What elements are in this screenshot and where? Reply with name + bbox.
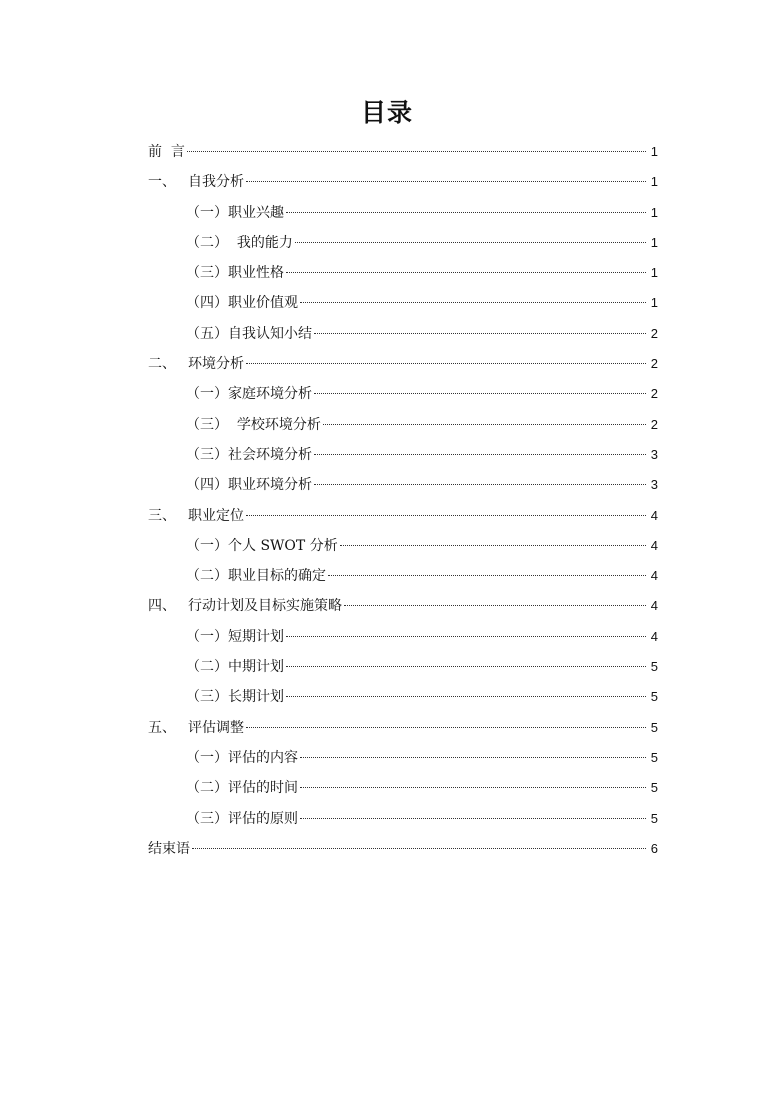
toc-entry-text: 评估的内容	[228, 749, 298, 766]
toc-entry-text: 环境分析	[188, 356, 244, 373]
toc-page-number: 6	[650, 840, 658, 856]
toc-entry[interactable]	[148, 379, 658, 409]
toc-entry-text: 评估的原则	[228, 810, 298, 827]
toc-entry-number: 三、	[148, 507, 176, 524]
toc-entry[interactable]	[148, 288, 658, 318]
toc-entry-number: （一）	[186, 749, 228, 766]
toc-entry[interactable]	[148, 682, 658, 712]
toc-entry-text: 长期计划	[228, 689, 284, 706]
toc-page-number: 4	[650, 628, 658, 644]
toc-page-number: 1	[650, 234, 658, 250]
toc-entry-number: （三）	[186, 446, 228, 463]
toc-dot-leader	[300, 818, 646, 819]
toc-page-number: 5	[650, 810, 658, 826]
toc-title: 目录	[360, 98, 413, 127]
toc-entry-number: （四）	[186, 295, 228, 312]
toc-dot-leader	[246, 363, 646, 364]
table-of-contents	[148, 137, 658, 864]
toc-entry-text: 评估调整	[188, 719, 244, 736]
toc-entry-text: 社会环境分析	[228, 446, 312, 463]
toc-entry-text: 我的能力	[228, 234, 293, 251]
toc-dot-leader	[300, 302, 646, 303]
toc-entry-text: 职业目标的确定	[228, 568, 326, 585]
toc-entry-text: 评估的时间	[228, 780, 298, 797]
toc-dot-leader	[300, 787, 646, 788]
toc-dot-leader	[286, 272, 646, 273]
toc-entry[interactable]	[148, 501, 658, 531]
toc-entry-number: （二）	[186, 568, 228, 585]
toc-dot-leader	[286, 212, 646, 213]
toc-dot-leader	[286, 666, 646, 667]
toc-page-number: 5	[650, 659, 658, 675]
toc-page-number: 5	[650, 719, 658, 735]
toc-entry[interactable]	[148, 319, 658, 349]
toc-dot-leader	[323, 424, 646, 425]
toc-entry[interactable]	[148, 470, 658, 500]
toc-entry[interactable]	[148, 773, 658, 803]
toc-entry-text: 家庭环境分析	[228, 386, 312, 403]
toc-entry-text: 职业定位	[188, 507, 244, 524]
toc-dot-leader	[246, 181, 646, 182]
toc-dot-leader	[314, 393, 646, 394]
toc-entry-number: （二）	[186, 234, 228, 251]
toc-entry[interactable]	[148, 198, 658, 228]
toc-entry-number: （三）	[186, 689, 228, 706]
toc-dot-leader	[344, 605, 646, 606]
toc-entry[interactable]	[148, 652, 658, 682]
toc-entry-number: （三）	[186, 810, 228, 827]
toc-entry-text: 行动计划及目标实施策略	[188, 598, 342, 615]
toc-page-number: 1	[650, 204, 658, 220]
toc-entry-text: 短期计划	[228, 628, 284, 645]
toc-page-number: 4	[650, 568, 658, 584]
toc-page-number: 5	[650, 749, 658, 765]
toc-entry-text: 职业性格	[228, 265, 284, 282]
toc-dot-leader	[246, 727, 646, 728]
toc-entry-text: 自我认知小结	[228, 325, 312, 342]
toc-entry[interactable]	[148, 713, 658, 743]
toc-dot-leader	[246, 515, 646, 516]
toc-entry[interactable]	[148, 531, 658, 561]
toc-page-number: 5	[650, 689, 658, 705]
toc-entry-number: 一、	[148, 174, 176, 191]
toc-entry-text: 前 言	[148, 144, 185, 160]
toc-page-number: 1	[650, 265, 658, 281]
toc-page-number: 2	[650, 325, 658, 341]
toc-entry[interactable]	[148, 561, 658, 591]
toc-page-number: 3	[650, 446, 658, 462]
toc-entry-number: （一）	[186, 204, 228, 221]
toc-dot-leader	[295, 242, 646, 243]
toc-page-number: 2	[650, 356, 658, 372]
toc-page-number: 2	[650, 416, 658, 432]
toc-dot-leader	[314, 454, 646, 455]
toc-entry[interactable]	[148, 591, 658, 621]
toc-entry-number: 二、	[148, 356, 176, 373]
toc-page-number: 2	[650, 386, 658, 402]
toc-entry-number: （四）	[186, 477, 228, 494]
toc-entry[interactable]	[148, 167, 658, 197]
toc-entry[interactable]	[148, 137, 658, 167]
toc-entry-text: 自我分析	[188, 174, 244, 191]
toc-dot-leader	[328, 575, 646, 576]
toc-page-number: 1	[650, 295, 658, 311]
toc-dot-leader	[187, 151, 646, 152]
toc-entry-number: （一）	[186, 628, 228, 645]
toc-page-number: 1	[650, 174, 658, 190]
toc-dot-leader	[286, 696, 646, 697]
toc-entry[interactable]	[148, 349, 658, 379]
toc-entry[interactable]	[148, 410, 658, 440]
toc-entry-number: （二）	[186, 659, 228, 676]
toc-page-number: 4	[650, 507, 658, 523]
toc-entry-number: （一）	[186, 537, 228, 554]
toc-entry-number: 四、	[148, 598, 176, 615]
toc-entry-text: 学校环境分析	[228, 416, 321, 433]
toc-dot-leader	[314, 333, 646, 334]
toc-dot-leader	[340, 545, 646, 546]
toc-page-number: 5	[650, 780, 658, 796]
toc-page-number: 3	[650, 477, 658, 493]
toc-page-number: 4	[650, 537, 658, 553]
toc-entry-text: 中期计划	[228, 659, 284, 676]
toc-entry[interactable]	[148, 258, 658, 288]
toc-dot-leader	[300, 757, 646, 758]
toc-entry[interactable]	[148, 804, 658, 834]
toc-entry-text: 结束语	[148, 840, 190, 857]
toc-entry-number: 五、	[148, 719, 176, 736]
toc-dot-leader	[286, 636, 646, 637]
toc-entry-number: （三）	[186, 416, 228, 433]
toc-page-number: 4	[650, 598, 658, 614]
toc-entry-text: 个人 SWOT 分析	[228, 537, 338, 554]
toc-entry-number: （五）	[186, 325, 228, 342]
toc-entry-number: （一）	[186, 386, 228, 403]
toc-entry[interactable]	[148, 743, 658, 773]
toc-entry[interactable]	[148, 228, 658, 258]
toc-page-number: 1	[650, 144, 658, 159]
toc-entry-number: （二）	[186, 780, 228, 797]
toc-dot-leader	[192, 848, 646, 849]
toc-entry[interactable]	[148, 440, 658, 470]
toc-entry-text: 职业价值观	[228, 295, 298, 312]
toc-entry-text: 职业兴趣	[228, 204, 284, 221]
toc-entry[interactable]	[148, 834, 658, 864]
toc-entry-text: 职业环境分析	[228, 477, 312, 494]
toc-entry-number: （三）	[186, 265, 228, 282]
toc-dot-leader	[314, 484, 646, 485]
toc-entry[interactable]	[148, 622, 658, 652]
